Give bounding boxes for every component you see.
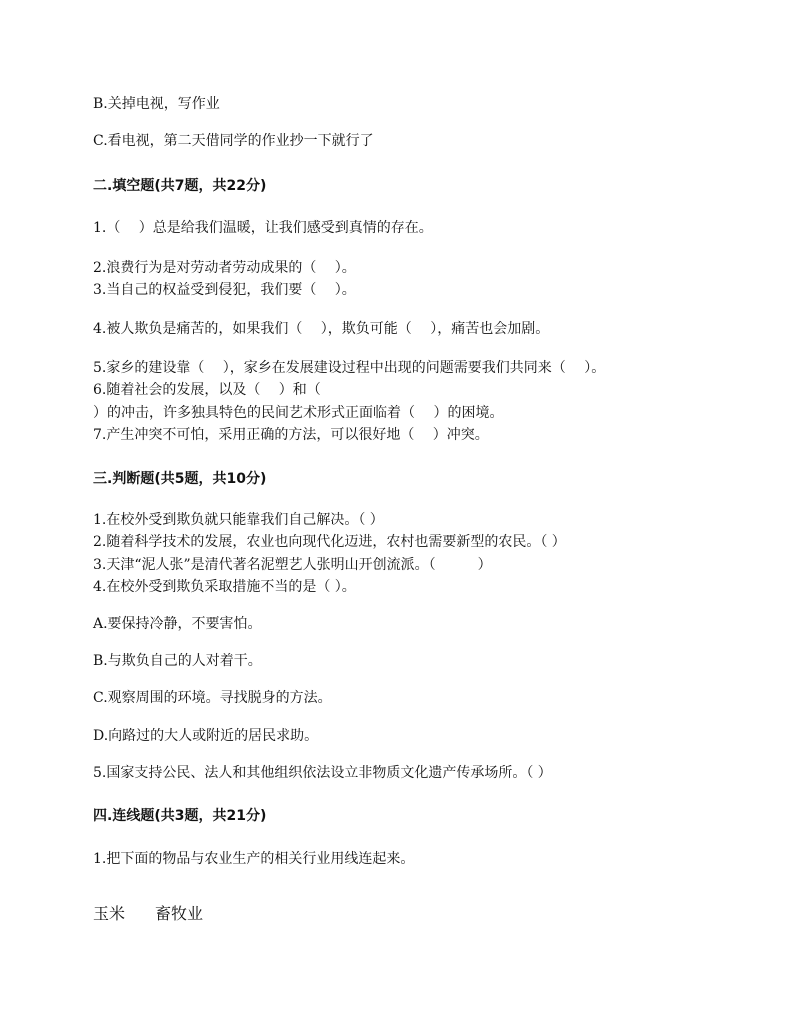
matching-item-1: 1.把下面的物品与农业生产的相关行业用线连起来。	[93, 851, 415, 867]
match-left-item: 玉米	[93, 904, 126, 923]
fill-blank-item-2: 2.浪费行为是对劳动者劳动成果的（ ）。	[93, 260, 356, 276]
tf-option-c: C.观察周围的环境。寻找脱身的方法。	[93, 690, 332, 706]
tf-option-a: A.要保持冷静，不要害怕。	[93, 616, 262, 632]
true-false-item-2: 2.随着科学技术的发展，农业也向现代化迈进，农村也需要新型的农民。（ ）	[93, 534, 566, 550]
matching-row	[93, 904, 203, 924]
tf-option-b: B.与欺负自己的人对着干。	[93, 653, 262, 669]
section-heading-matching: 四.连线题(共3题，共21分)	[93, 808, 267, 824]
option-b: B.关掉电视，写作业	[93, 96, 220, 112]
true-false-item-5: 5.国家支持公民、法人和其他组织依法设立非物质文化遗产传承场所。（ ）	[93, 765, 552, 781]
tf-option-d: D.向路过的大人或附近的居民求助。	[93, 728, 319, 744]
fill-blank-item-5: 5.家乡的建设靠（ ），家乡在发展建设过程中出现的问题需要我们共同来（ ）。	[93, 360, 606, 376]
fill-blank-item-6b: ）的冲击，许多独具特色的民间艺术形式正面临着（ ）的困境。	[93, 405, 504, 421]
true-false-item-1: 1.在校外受到欺负就只能靠我们自己解决。（ ）	[93, 512, 384, 528]
section-heading-true-false: 三.判断题(共5题，共10分)	[93, 471, 267, 487]
section-heading-fill-blank: 二.填空题(共7题，共22分)	[93, 178, 267, 194]
fill-blank-item-6a: 6.随着社会的发展，以及（ ）和（	[93, 382, 321, 398]
true-false-item-3: 3.天津“泥人张”是清代著名泥塑艺人张明山开创流派。（ ）	[93, 557, 492, 573]
fill-blank-item-3: 3.当自己的权益受到侵犯，我们要（ ）。	[93, 282, 356, 298]
fill-blank-item-1: 1.（ ）总是给我们温暖，让我们感受到真情的存在。	[93, 220, 433, 236]
match-right-item: 畜牧业	[155, 904, 204, 923]
fill-blank-item-4: 4.被人欺负是痛苦的，如果我们（ ），欺负可能（ ），痛苦也会加剧。	[93, 321, 550, 337]
true-false-item-4: 4.在校外受到欺负采取措施不当的是（ ）。	[93, 579, 356, 595]
fill-blank-item-7: 7.产生冲突不可怕，采用正确的方法，可以很好地（ ）冲突。	[93, 427, 489, 443]
option-c: C.看电视，第二天借同学的作业抄一下就行了	[93, 133, 374, 149]
